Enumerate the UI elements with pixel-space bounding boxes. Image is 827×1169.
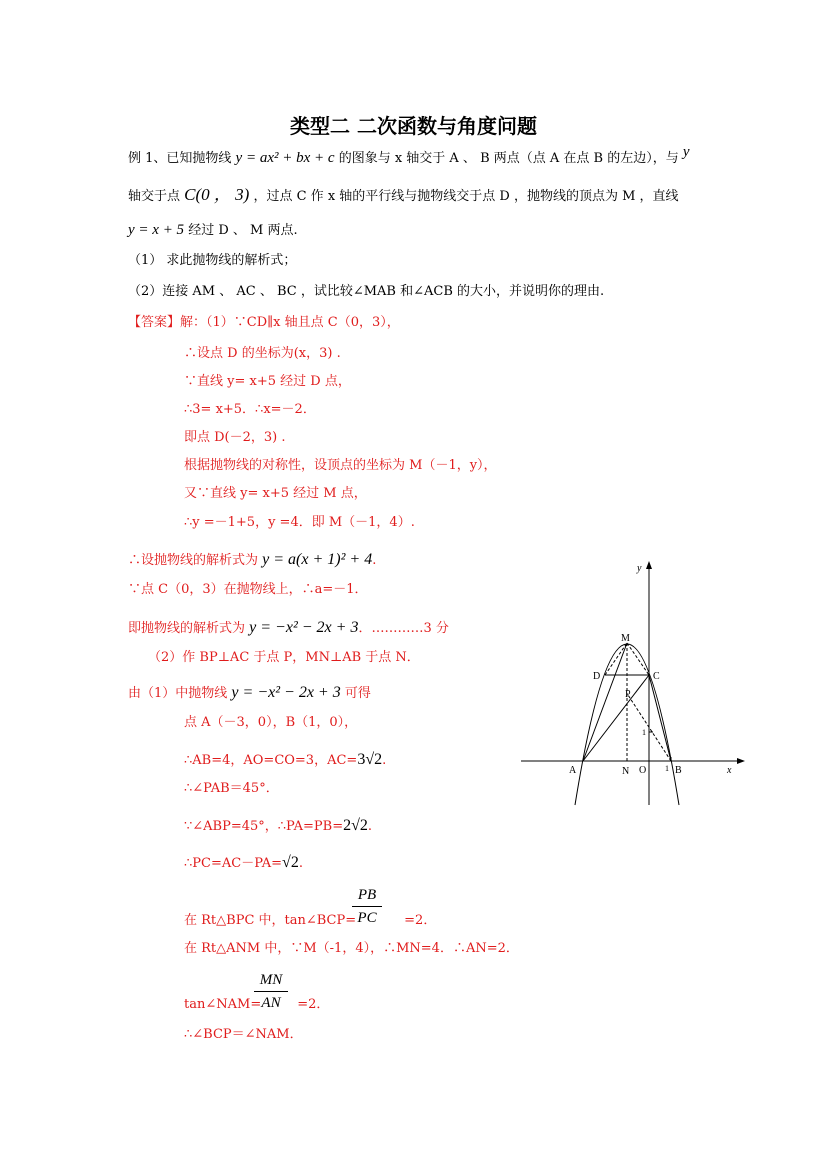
answer-line: ∴3= x+5．∴x=－2． <box>184 402 316 417</box>
fraction-mn-an <box>254 971 288 1012</box>
answer-line: 又∵直线 y= x+5 经过 M 点， <box>184 486 367 501</box>
value-ac: 3√2 <box>357 751 383 768</box>
answer-text: . <box>382 753 387 768</box>
problem-line-3 <box>128 222 298 239</box>
answer-text: tan∠NAM= <box>184 997 262 1012</box>
label-c: C <box>653 671 660 682</box>
answer-line <box>128 552 376 569</box>
fraction-numerator: MN <box>259 972 283 988</box>
label-y-axis: y <box>637 563 642 574</box>
equation-line: y = x + 5 <box>128 222 185 238</box>
answer-line: 即点 D(－2，3) . <box>184 430 286 445</box>
label-1-x: 1 <box>665 764 669 773</box>
answer-text: ∴AB=4，AO=CO=3，AC= <box>184 753 358 768</box>
problem-text: 轴交于点 <box>128 189 181 204</box>
answer-text: . <box>367 819 373 834</box>
label-x-axis: x <box>727 765 732 776</box>
problem-intro: 例 1、已知抛物线 <box>128 151 232 166</box>
problem-text: 经过 D 、 M 两点. <box>188 223 298 238</box>
fraction-denominator: AN <box>261 995 281 1011</box>
x-axis-arrow <box>737 758 745 764</box>
value-pa: 2√2 <box>343 817 368 834</box>
answer-line: ∴∠PAB＝45°． <box>184 781 279 796</box>
answer-line: ∴∠BCP＝∠NAM． <box>184 1027 303 1042</box>
label-b: B <box>675 765 682 776</box>
equation-general: y = ax² + bx + c <box>235 150 335 166</box>
segment-am <box>583 643 627 761</box>
fraction-pb-pc <box>352 886 382 927</box>
answer-text: ∴PC=AC－PA= <box>184 856 283 871</box>
fraction-numerator: PB <box>357 887 377 903</box>
answer-line: ∵直线 y= x+5 经过 D 点， <box>184 374 351 389</box>
y-axis-arrow <box>646 561 652 569</box>
answer-line: （2）作 BP⊥AC 于点 P，MN⊥AB 于点 N． <box>148 650 420 665</box>
answer-text: ∴设抛物线的解析式为 <box>128 553 259 568</box>
answer-line: 【答案】解：（1）∵CD∥x 轴且点 C（0，3）， <box>128 315 400 330</box>
page-title: 类型二 二次函数与角度问题 <box>290 114 537 138</box>
answer-line <box>184 913 436 929</box>
answer-text: 即抛物线的解析式为 <box>128 621 246 636</box>
answer-text: 可得 <box>344 686 371 701</box>
answer-line <box>128 620 449 637</box>
segment-ac <box>583 675 649 761</box>
segment-dm <box>605 643 627 675</box>
segment-bc <box>649 675 671 761</box>
problem-text: 的图象与 x 轴交于 A 、 B 两点（点 A 在点 B 的左边），与 <box>338 151 679 166</box>
point-c: C(0 ， 3) <box>184 185 250 204</box>
answer-text: . <box>298 856 303 871</box>
equation-parabola: y = −x² − 2x + 3 <box>249 619 359 636</box>
label-p: P <box>625 689 631 700</box>
answer-text: =2． <box>297 997 330 1012</box>
label-m: M <box>621 633 630 644</box>
label-n: N <box>622 766 630 777</box>
answer-text: 由（1）中抛物线 <box>128 686 228 701</box>
answer-line <box>128 685 371 702</box>
problem-line-2 <box>128 187 679 205</box>
answer-line: 点 A（－3，0），B（1，0）， <box>184 715 358 730</box>
fraction-denominator: PC <box>357 910 377 926</box>
question-1: （1） 求此抛物线的解析式； <box>128 253 297 268</box>
question-2: （2）连接 AM 、 AC 、 BC ，试比较∠MAB 和∠ACB 的大小，并说明你的理由. <box>128 284 605 299</box>
label-d: D <box>593 671 601 682</box>
answer-line <box>184 818 372 835</box>
answer-text: . <box>372 553 377 568</box>
label-1-y: 1 <box>642 728 646 737</box>
fraction-bar <box>254 991 288 992</box>
answer-line: ∴设点 D 的坐标为(x，3) . <box>184 346 341 361</box>
answer-line <box>184 855 303 872</box>
y-var: y <box>682 144 690 160</box>
answer-line: ∴y =－1+5，y =4．即 M（－1，4）. <box>184 515 415 530</box>
segment-mc <box>627 643 649 675</box>
answer-line: 在 Rt△ANM 中，∵M（-1，4），∴MN=4．∴AN=2． <box>184 941 519 956</box>
equation-vertex-form: y = a(x + 1)² + 4 <box>262 551 373 568</box>
answer-text: ．…………3 分 <box>358 621 449 636</box>
answer-line: 根据抛物线的对称性，设顶点的坐标为 M（－1，y）， <box>184 458 497 473</box>
answer-line <box>184 752 386 769</box>
answer-line: ∵点 C（0，3）在抛物线上，∴a=－1． <box>128 582 368 597</box>
label-o: O <box>639 765 647 776</box>
problem-text: ，过点 C 作 x 轴的平行线与抛物线交于点 D ，抛物线的顶点为 M ，直线 <box>253 189 679 204</box>
answer-text: ∵∠ABP=45°，∴PA=PB= <box>184 819 344 834</box>
parabola-figure <box>515 555 755 810</box>
equation-parabola: y = −x² − 2x + 3 <box>231 684 341 701</box>
answer-text: 在 Rt△BPC 中，tan∠BCP= <box>184 913 357 928</box>
problem-line-1 <box>128 144 690 167</box>
label-a: A <box>569 765 577 776</box>
fraction-bar <box>352 906 382 907</box>
value-pc: √2 <box>282 854 299 871</box>
answer-text: =2． <box>404 913 437 928</box>
